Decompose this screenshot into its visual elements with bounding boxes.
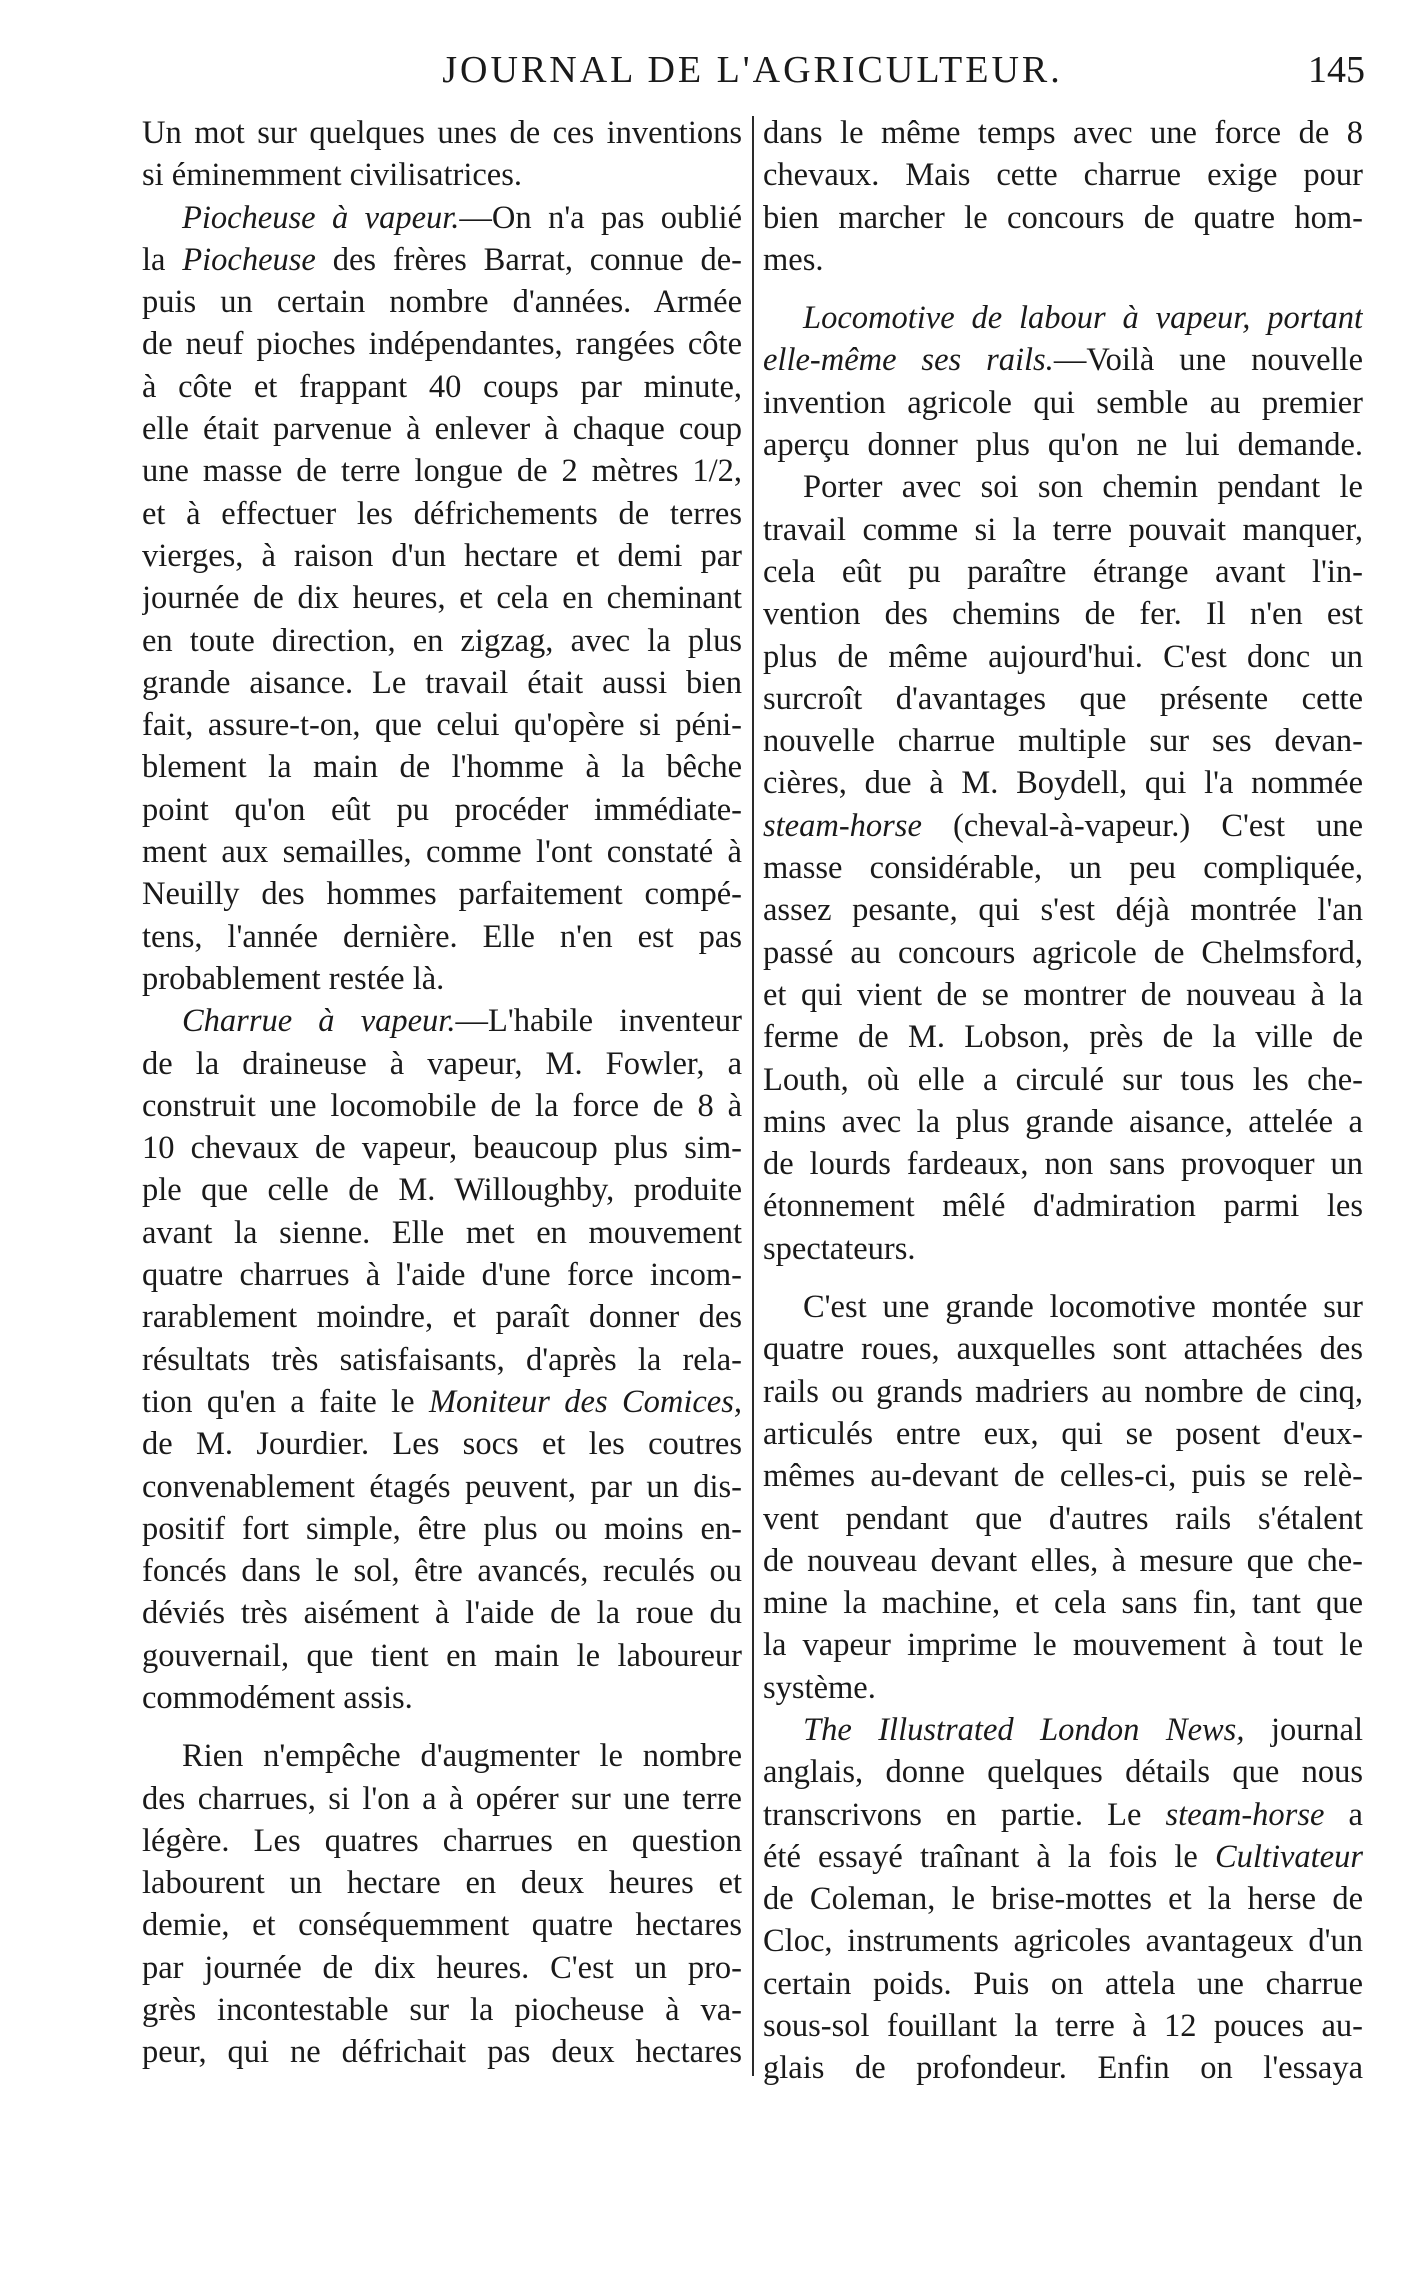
text-line: de la draineuse à vapeur, M. Fowler, a — [142, 1045, 742, 1082]
text-line: Cloc, instruments agricoles avantageux d'un — [763, 1923, 1363, 1960]
text-line: anglais, donne quelques détails que nous — [763, 1754, 1363, 1791]
text-run: (cheval-à-vapeur.) C'est une — [921, 807, 1363, 844]
column-rule — [752, 116, 754, 2076]
section-title: Piocheuse à vapeur. — [182, 199, 460, 236]
text-run: des frères Barrat, connue de- — [315, 241, 742, 278]
emphasis: steam-horse — [1165, 1796, 1325, 1833]
text-line: gouvernail, que tient en main le laboureur — [142, 1637, 742, 1674]
text-line: de M. Jourdier. Les socs et les coutres — [142, 1426, 742, 1463]
text-line: de Coleman, le brise-mottes et la herse de — [763, 1881, 1363, 1918]
text-run: —L'habile inventeur — [455, 1003, 742, 1040]
text-line: avant la sienne. Elle met en mouvement — [142, 1214, 742, 1251]
text-line: étonnement mêlé d'admiration parmi les — [763, 1188, 1363, 1225]
paragraph-piocheuse — [142, 197, 742, 1001]
paragraph-charrue — [142, 1000, 742, 1719]
page-header — [140, 48, 1365, 108]
text-line: chevaux. Mais cette charrue exige pour — [763, 157, 1363, 194]
text-line: mine la machine, et cela sans fin, tant que — [763, 1585, 1363, 1622]
text-line: foncés dans le sol, être avancés, reculés ou — [142, 1553, 742, 1590]
text-line: ferme de M. Lobson, près de la ville de — [763, 1019, 1363, 1056]
text-line — [142, 239, 742, 281]
text-run: —Voilà une nouvelle — [1053, 342, 1363, 379]
text-line: Louth, où elle a circulé sur tous les che- — [763, 1061, 1363, 1098]
text-line: articulés entre eux, qui se posent d'eux- — [763, 1415, 1363, 1452]
text-line: à côte et frappant 40 coups par minute, — [142, 368, 742, 405]
section-title: Locomotive de labour à vapeur, portant — [803, 300, 1363, 337]
text-run: journal — [1244, 1711, 1363, 1748]
text-line: glais de profondeur. Enfin on l'essaya — [763, 2050, 1363, 2087]
text-line: et qui vient de se montrer de nouveau à la — [763, 976, 1363, 1013]
text-line: mins avec la plus grande aisance, attelée a — [763, 1103, 1363, 1140]
text-line: aperçu donner plus qu'on ne lui demande. — [763, 427, 1363, 464]
text-line: convenablement étagés peuvent, par un dis- — [142, 1468, 742, 1505]
text-line: positif fort simple, être plus ou moins en- — [142, 1510, 742, 1547]
text-line: quatre charrues à l'aide d'une force incom- — [142, 1257, 742, 1294]
text-line: C'est une grande locomotive montée sur — [803, 1289, 1363, 1326]
text-line: masse considérable, un peu compliquée, — [763, 850, 1363, 887]
emphasis: The Illustrated London News, — [803, 1711, 1245, 1748]
text-line: point qu'on eût pu procéder immédiate- — [142, 791, 742, 828]
section-title: Charrue à vapeur. — [182, 1003, 456, 1040]
text-line: blement la main de l'homme à la bêche — [142, 749, 742, 786]
section-title: elle-même ses rails. — [763, 342, 1054, 379]
paragraph-illustrated-news — [763, 1709, 1363, 2090]
text-line — [763, 1709, 1363, 1751]
text-line: de lourds fardeaux, non sans provoquer un — [763, 1146, 1363, 1183]
paragraph-gap — [763, 281, 1363, 297]
text-line: travail comme si la terre pouvait manquer, — [763, 511, 1363, 548]
text-run: été essayé traînant à la fois le — [763, 1838, 1215, 1875]
text-line: nouvelle charrue multiple sur ses devan- — [763, 723, 1363, 760]
text-line: résultats très satisfaisants, d'après la rela- — [142, 1341, 742, 1378]
paragraph-locomotive — [763, 297, 1363, 1270]
text-line: par journée de dix heures. C'est un pro- — [142, 1949, 742, 1986]
text-line: de nouveau devant elles, à mesure que che- — [763, 1542, 1363, 1579]
text-line: vent pendant que d'autres rails s'étalent — [763, 1500, 1363, 1537]
text-line: construit une locomobile de la force de 8 à — [142, 1087, 742, 1124]
text-line: assez pesante, qui s'est déjà montrée l'an — [763, 892, 1363, 929]
text-line — [763, 339, 1363, 381]
text-line: rarablement moindre, et paraît donner des — [142, 1299, 742, 1336]
text-line: demie, et conséquemment quatre hectares — [142, 1907, 742, 1944]
text-line: rails ou grands madriers au nombre de cinq, — [763, 1373, 1363, 1410]
text-line: Un mot sur quelques unes de ces inventions — [142, 115, 742, 151]
text-line: quatre roues, auxquelles sont attachées des — [763, 1331, 1363, 1368]
text-line: 10 chevaux de vapeur, beaucoup plus sim- — [142, 1130, 742, 1167]
text-line — [763, 297, 1363, 339]
text-line: ment aux semailles, comme l'ont constaté à — [142, 834, 742, 871]
text-line — [142, 1381, 742, 1423]
text-line: journée de dix heures, et cela en cheminant — [142, 580, 742, 617]
text-run: —On n'a pas oublié — [459, 199, 742, 236]
text-line: probablement restée là. — [142, 960, 445, 997]
paragraph-continuation — [763, 112, 1363, 281]
text-line: fait, assure-t-on, que celui qu'opère si péni- — [142, 707, 742, 744]
text-line: passé au concours agricole de Chelmsford, — [763, 934, 1363, 971]
text-line — [763, 1794, 1363, 1836]
text-line: invention agricole qui semble au premier — [763, 384, 1363, 421]
paragraph-description — [763, 1286, 1363, 1709]
text-line: la vapeur imprime le mouvement à tout le — [763, 1627, 1363, 1664]
text-line: puis un certain nombre d'années. Armée — [142, 284, 742, 321]
text-line: labourent un hectare en deux heures et — [142, 1865, 742, 1902]
text-line: Neuilly des hommes parfaitement compé- — [142, 876, 742, 913]
text-line: peur, qui ne défrichait pas deux hectares — [142, 2034, 742, 2071]
page-number: 145 — [1308, 49, 1365, 91]
text-line: cières, due à M. Boydell, qui l'a nommée — [763, 765, 1363, 802]
text-line: une masse de terre longue de 2 mètres 1/2, — [142, 453, 742, 490]
text-line: commodément assis. — [142, 1679, 413, 1716]
text-line — [142, 197, 742, 239]
text-line — [142, 1000, 742, 1042]
text-line: Rien n'empêche d'augmenter le nombre — [182, 1738, 742, 1775]
text-line: sous-sol fouillant la terre à 12 pouces au- — [763, 2008, 1363, 2045]
paragraph-intro — [142, 112, 742, 197]
emphasis: Cultivateur — [1214, 1838, 1363, 1875]
text-line: Porter avec soi son chemin pendant le — [803, 469, 1363, 506]
text-line: déviés très aisément à l'aide de la roue du — [142, 1595, 742, 1632]
text-line: de neuf pioches indépendantes, rangées côte — [142, 326, 742, 363]
text-line: plus de même aujourd'hui. C'est donc un — [763, 638, 1363, 675]
text-line: elle était parvenue à enlever à chaque coup — [142, 411, 742, 448]
text-run: transcrivons en partie. Le — [763, 1796, 1166, 1833]
running-head: JOURNAL DE L'AGRICULTEUR. — [442, 49, 1063, 91]
text-line: mêmes au-devant de celles-ci, puis se relè- — [763, 1458, 1363, 1495]
text-line: bien marcher le concours de quatre hom- — [763, 199, 1363, 236]
text-line: certain poids. Puis on attela une charrue — [763, 1965, 1363, 2002]
text-run: a — [1324, 1796, 1363, 1833]
paragraph-gap — [763, 1270, 1363, 1286]
text-line: dans le même temps avec une force de 8 — [763, 115, 1363, 151]
emphasis: Moniteur des Comices, — [428, 1383, 742, 1420]
text-run: tion qu'en a faite le — [142, 1383, 429, 1420]
text-line: si éminemment civilisatrices. — [142, 157, 522, 194]
text-line: mes. — [763, 241, 824, 278]
text-line: vention des chemins de fer. Il n'en est — [763, 596, 1363, 633]
text-line: surcroît d'avantages que présente cette — [763, 680, 1363, 717]
emphasis: steam-horse — [763, 807, 922, 844]
left-column — [142, 112, 742, 2074]
text-line: tens, l'année dernière. Elle n'en est pas — [142, 918, 742, 955]
text-line: spectateurs. — [763, 1230, 916, 1267]
paragraph-rien — [142, 1735, 742, 2073]
text-line: vierges, à raison d'un hectare et demi par — [142, 537, 742, 574]
text-line: système. — [763, 1669, 876, 1706]
text-line: et à effectuer les défrichements de terres — [142, 495, 742, 532]
text-line: grès incontestable sur la piocheuse à va- — [142, 1992, 742, 2029]
text-run: la — [142, 241, 183, 278]
right-column — [763, 112, 1363, 2090]
text-line: cela eût pu paraître étrange avant l'in- — [763, 553, 1363, 590]
text-line: des charrues, si l'on a à opérer sur une terre — [142, 1780, 742, 1817]
text-line — [763, 1836, 1363, 1878]
text-line: ple que celle de M. Willoughby, produite — [142, 1172, 742, 1209]
text-line: légère. Les quatres charrues en question — [142, 1822, 742, 1859]
text-line: grande aisance. Le travail était aussi bien — [142, 664, 742, 701]
paragraph-gap — [142, 1719, 742, 1735]
text-line: en toute direction, en zigzag, avec la plus — [142, 622, 742, 659]
emphasis: Piocheuse — [182, 241, 316, 278]
text-line — [763, 805, 1363, 847]
